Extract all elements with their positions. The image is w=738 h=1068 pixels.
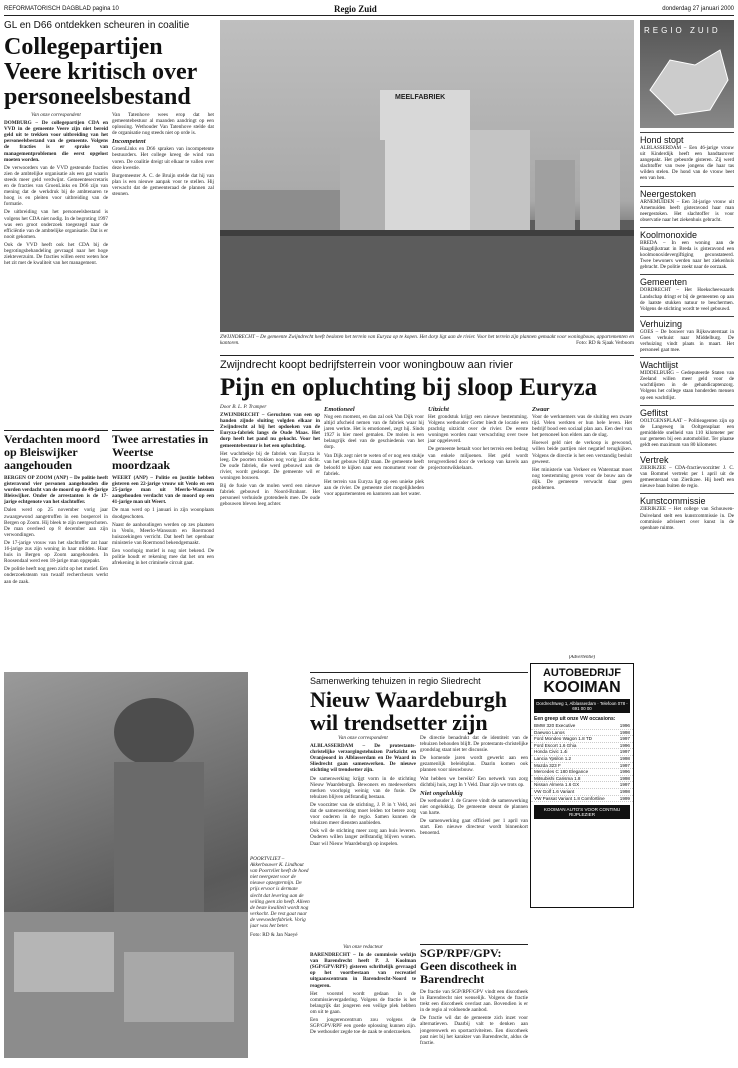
article-paragraph: Het terrein van Euryza ligt op een unieke plek aan de rivier. De gemeente ziet mogelijkheden voor appartementen en kantoren aan het water.: [324, 478, 424, 498]
article-paragraph: De voorzitter van de stichting, J. P. in 't Veld, zei dat de samenwerking moet leiden tot betere zorg voor ouderen in de regio. Samen kunnen de tehuizen meer diensten aanbieden.: [310, 801, 416, 827]
article-paragraph: Een jongerencentrum zou volgens de SGP/GPV/RPF een goede oplossing kunnen zijn. De wethouder zegde toe de zaak te onderzoeken.: [310, 1017, 416, 1036]
article-paragraph: Voor de werknemers was de sluiting een zware tijd. Velen werkten er hun hele leven. Het bedrijf bood een sociaal plan aan. Een deel van het personeel kon elders aan de slag.: [532, 414, 632, 439]
ad-occasion-row: [531, 769, 633, 776]
article-paragraph: Een voorlopig motief is nog niet bekend. De politie houdt er rekening mee dat het om een afrekening in het criminele circuit gaat.: [112, 548, 214, 567]
ad-occasion-row: [531, 730, 633, 737]
sidebar-item-body: ALBLASSERDAM – Een 46-jarige vrouw uit Kinderdijk heeft een handtasrover aangepakt. Het gebeurde gisteren. Zij werd slachtoffer van twee jongens die haar tas wilden stelen. De hond van de vrouw beet een van hen.: [640, 145, 734, 182]
ad-occasion-row: [531, 756, 633, 763]
article-kicker: GL en D66 ontdekken scheuren in coalitie: [4, 20, 190, 31]
sidebar-item-body: GOES – De bouwer van Rijkswaterstaat in Goes verhuist naar Middelburg. De verhuizing vindt plaats in maart. Het personeel gaat mee.: [640, 328, 734, 354]
article-paragraph: Naast de aanhoudingen werden op zes plaatsen in Venlo, Meerlo-Wanssum en Roermond huiszoekingen verricht. Dat heeft het openbaar ministerie van Roermond bekendgemaakt.: [112, 521, 214, 546]
article-kicker: Samenwerking tehuizen in regio Sliedrecht: [310, 676, 481, 686]
article-kicker: Twee arrestaties in Weertse moordzaak: [112, 432, 209, 472]
sidebar-item-body: ZIERIKZEE – CDA-fractievoorzitter J. C. van Bommel vertrekt per 1 april uit de gemeenteraad van Zierikzee. Hij heeft een nieuwe baan buiten de regio.: [640, 465, 734, 490]
ad-occasion-row: [531, 789, 633, 796]
ad-car-year: 1997: [619, 736, 630, 742]
article-paragraph: Het voorstel wordt gedaan in de commissievergadering. Volgens de fractie is het belangrijk dat jongeren een veilige plek hebben om uit te gaan.: [310, 990, 416, 1015]
article-bleiswijk: [4, 430, 108, 600]
regio-map-icon: [640, 20, 734, 128]
article-byline: Van onze redacteur: [343, 944, 383, 950]
ad-occasion-row: [531, 796, 633, 803]
article-paragraph: De directie benadrukt dat de identiteit van de tehuizen behouden blijft. De protestants-christelijke grondslag staat niet ter discussie.: [420, 735, 528, 754]
ad-car-model: Ford Mondeo Wagon 1.8 TD: [534, 736, 592, 742]
article-byline: Door B. L. P. Tramper: [220, 404, 267, 410]
ad-car-year: 1998: [619, 788, 630, 794]
article-headline: Collegepartijen Veere kritisch over personeelsbestand: [4, 34, 197, 110]
farmer-photo: [4, 672, 248, 1058]
sidebar-item-title: Hond stopt: [640, 132, 734, 145]
ad-car-year: 1998: [619, 775, 630, 781]
article-paragraph: Van Tatenhove wees erop dat het gemeentebestuur al maanden aandringt op een oplossing. Wethouder Van Tatenhove stelde dat de organisatie nog steeds niet op orde is.: [112, 112, 214, 137]
article-lead: ALBLASSERDAM – De protestants-christelijke verzorgingstehuizen Parkzicht en Oranjeoord in Alblasserdam en De Waard in Sliedrecht gaan samenwerken. De nieuwe stichting wil trendsetter zijn.: [310, 743, 416, 774]
article-paragraph: De uitbreiding van het personeelsbestand is volgens het CDA niet nodig. In de begroting 1997 was een groot onderzoek toegezegd naar de efficiëntie van de ambtelijke organisatie. Dat is er nooit gekomen.: [4, 209, 108, 240]
article-paragraph: Hoewel geld niet de verkoop is gewoond, willen beide partijen niet negatief terugkijken. Volgens de directie is het een verstandig besluit geweest.: [532, 440, 632, 465]
article-euryza: [220, 355, 634, 670]
section-name: Regio Zuid: [334, 4, 377, 14]
ad-car-year: 1996: [619, 769, 630, 775]
page-date: donderdag 27 januari 2000: [662, 6, 734, 12]
ad-brand-line2: KOOIMAN: [543, 679, 621, 696]
sidebar-item-title: Geflitst: [640, 405, 734, 418]
ad-car-model: Nissan Almera 1.6 GX: [534, 782, 580, 788]
sidebar-item-title: Neergestoken: [640, 186, 734, 199]
article-paragraph: De wethouder J. de Graeve vindt de samenwerking niet ongelukkig. De gemeente steunt de plannen van harte.: [420, 797, 528, 816]
ad-car-model: Lancia Ypsilon 1.2: [534, 755, 572, 761]
article-paragraph: Nog een moment, en dan zal ook Van Dijk voor altijd afscheid nemen van de fabriek waar hij jaren werkte. Het is emotioneel, zegt hij. Sinds 1927 is hier meel gemalen. De molen is een belangrijk deel van de geschiedenis van het dorp.: [324, 414, 424, 451]
ad-car-model: Mazda 323 F: [534, 762, 561, 768]
ad-car-model: Ford Escort 1.6 Ghia: [534, 742, 577, 748]
article-paragraph: Bij de fusie van de molen werd een nieuwe fabriek gebouwd in Noord-Brabant. Het personeel verhuisde grotendeels mee. De oude gebouwen bleven leeg achter.: [220, 483, 320, 508]
ad-footer: KOOIMAN AUTO'S VOOR CONTINU RIJPLEZIER: [534, 805, 630, 819]
ad-occasion-row: [531, 782, 633, 789]
ad-car-year: 1997: [619, 762, 630, 768]
ad-box: [530, 663, 634, 908]
article-paragraph: De samenwerking gaat officieel per 1 april van start. Een nieuwe directeur wordt binnenkort benoemd.: [420, 818, 528, 837]
photo-caption: ZWIJNDRECHT – De gemeente Zwijndrecht heeft besloten het terrein van Euryza op te kopen. Het dorp ligt aan de rivier. Voor het terrein zijn plannen gemaakt voor woningbouw, appartementen en kantoren. Foto: RD & Sjaak Verboom: [220, 334, 634, 347]
sidebar-item-body: MIDDELBURG – Gedeputeerde Staten van Zeeland willen meer geld voor de wachtlijsten in de gehandicaptenzorg. Volgens het college staan honderden mensen op een wachtlijst.: [640, 370, 734, 401]
advertisement: [530, 655, 634, 915]
sidebar-item-body: ZIERIKZEE – Het college van Schouwen-Duiveland stelt een kunstcommissie in. De commissie adviseert over kunst in de openbare ruimte.: [640, 506, 734, 531]
article-barendrecht-intro: [310, 944, 416, 1060]
ad-occasion-row: [531, 763, 633, 770]
ad-address: Dordrechtweg 1, Alblasserdam · Telefoon 078 - 691 00 00: [534, 699, 630, 713]
farmer-illustration: [4, 672, 248, 1058]
ad-car-year: 1998: [619, 755, 630, 761]
sidebar-item-body: BREDA – In een woning aan de Haagdijkstraat in Breda is gisteravond een koolmonoxidevergiftiging geconstateerd. Twee bewoners werden naar het ziekenhuis gebracht. De politie zoekt naar de oorzaak.: [640, 239, 734, 271]
ad-car-model: Mitsubishi Carisma 1.8: [534, 775, 581, 781]
article-subhead: Niet ongelukkig: [420, 789, 463, 797]
article-paragraph: Het wachtbekje bij de fabriek van Euryza is leeg. De poorten trokken nog vorig jaar dicht. De oude fabriek, die werd gebouwd aan de rivier, wordt gesloopt. De gemeente wil er woningen bouwen.: [220, 450, 320, 482]
article-paragraph: De fractie wil dat de gemeente zich inzet voor alternatieven. Daarbij valt te denken aan jongerenwerk en sportactiviteiten. Een discotheek past niet bij het karakter van Barendrecht, aldus de fractie.: [420, 1015, 528, 1046]
article-paragraph: De politie heeft nog geen zicht op het motief. Een onderzoeksteam van twaalf rechercheurs werkt aan de zaak.: [4, 566, 108, 585]
article-paragraph: De verwoorders van de VVD gesteunde fracties zien de ambtelijke organisatie als een gat waarin steeds meer geld verdwijnt. Gemeentesecretaris en de fracties van GroenLinks en D66 zijn van mening dat de werkdruk bij de ambtenaren te hoog is en pleiten voor uitbreiding van de formatie.: [4, 164, 108, 208]
farmer-caption: POORTVLIET – Akkerbouwer K. Lindhout van Poortvliet heeft de hoed niet neergezet voor de nieuwe opzegtermijn. De prijs ervoor is dermate slecht dat levering aan de veiling geen zin heeft. Alleen de beste kwaliteit wordt nog verkocht. De rest gaat naar de veevoederfabriek. Vorig jaar was het beter. Foto: RD & Jan Naeyé: [250, 856, 310, 939]
ad-car-model: VW Golf 1.6 Variant: [534, 788, 575, 794]
article-lead: ZWIJNDRECHT – Geruchten van een op handen zijnde sluiting volgden elkaar in Zwijndrecht al bij het opdoeken van de Euryza-fabriek langs de Oude Maas. Het dorp heeft het pand nu gekocht. Voor het gemeentebestuur is het een opluchting.: [220, 412, 320, 449]
article-paragraph: De komende jaren wordt gewerkt aan een gezamenlijk beleidsplan. Daarin komen ook plannen voor nieuwbouw.: [420, 755, 528, 774]
article-paragraph: De man werd op 1 januari in zijn woonplaats doodgeschoten.: [112, 507, 214, 520]
photo-credit: Foto: RD & Sjaak Verboom: [576, 340, 634, 347]
factory-illustration: [220, 20, 634, 332]
ad-label: (Advertentie): [568, 655, 596, 660]
article-paragraph: Het grondstuk krijgt een nieuwe bestemming. Volgens wethouder Gorter biedt de locatie een prachtig uitzicht over de rivier. De eerste woningen worden naar verwachting over twee jaar opgeleverd.: [428, 414, 528, 445]
ad-car-year: 1999: [619, 795, 630, 801]
article-subhead: Emotioneel: [324, 406, 355, 413]
regio-logo: [640, 20, 734, 128]
article-subhead: Uitzicht: [428, 406, 449, 413]
sidebar-item-title: Vertrek: [640, 452, 734, 465]
ad-occasion-row: [531, 743, 633, 750]
article-headline: SGP/RPF/GPV: Geen discotheek in Barendrecht: [420, 946, 517, 986]
ad-car-model: Mercedes C 180 Elegance: [534, 769, 589, 775]
sidebar-item-title: Verhuizing: [640, 316, 734, 329]
article-kicker: Zwijndrecht koopt bedrijfsterrein voor woningbouw aan rivier: [220, 359, 513, 371]
sidebar-item-body: OOLTGENSPLAAT – Politieagenten zijn op de Langeweg in Ooltgensplaat een gemiddelde snelheid van 110 kilometer per uur gemeten bij een automobilist. Ter plaatse geldt een maximum van 80 kilometer.: [640, 417, 734, 448]
article-paragraph: Het ministerie van Verkeer en Waterstaat moet nog toestemming geven voor de bouw aan de dijk. De gemeente verwacht daar geen problemen.: [532, 466, 632, 492]
article-paragraph: Burgemeester A. C. de Bruijn stelde dat hij van plan is een nieuwe aanpak voor te stellen. Hij verwacht dat de gemeenteraad de plannen zal steunen.: [112, 172, 214, 198]
article-subhead: Zwaar: [532, 406, 550, 413]
sidebar-item-body: DORDRECHT – Het Hoekscheewaards Landschap dringt er bij de gemeenten op aan de laatste stukken natuur te beschermen. Volgens de stichting wordt te veel gebouwd.: [640, 287, 734, 312]
ad-occasion-row: [531, 776, 633, 783]
ad-car-model: VW Passat Variant 1.8 Comfortline: [534, 795, 605, 801]
ad-car-model: BMW 320 Executive: [534, 723, 576, 728]
regio-logo-text: REGIO ZUID: [644, 26, 721, 35]
ad-car-model: Daewoo Lanos: [534, 729, 565, 735]
article-paragraph: Van Dijk zegt niet te weten of er nog een stukje van het gebouw blijft staan. De gemeente heeft beloofd te kijken naar een monument voor de fabriek.: [324, 452, 424, 477]
page-header: [4, 4, 734, 16]
article-paragraph: De samenwerking krijgt vorm in de stichting Nieuw Waardeburgh. Bewoners en medewerkers merken voorlopig weinig van de fusie. De tehuizen blijven zelfstandig bestaan.: [310, 775, 416, 800]
article-paragraph: Wat hebben we bereikt? Een netwerk van zorg dichtbij huis, zegt In 't Veld. Daar zijn we trots op.: [420, 775, 528, 788]
ad-car-model: Honda Civic 1.4i: [534, 749, 568, 755]
ad-occasion-row: [531, 736, 633, 743]
article-byline: Van onze correspondent: [31, 112, 81, 118]
sidebar-item-title: Koolmonoxide: [640, 227, 734, 240]
sidebar-regio-zuid: [640, 20, 734, 1058]
article-paragraph: De gemeente betaalt voor het terrein een bedrag van enkele miljoenen. Het geld wordt terugverdiend door de verkoop van kavels aan projectontwikkelaars.: [428, 446, 528, 471]
sidebar-item-body: ARNEMUIDEN – Een 34-jarige vrouw uit Arnemuiden heeft gisteravond haar man neergestoken. Het slachtoffer is voor observatie naar het ziekenhuis gebracht.: [640, 198, 734, 223]
article-lead: BERGEN OP ZOOM (ANP) – De politie heeft gisteravond vier personen aangehouden die worden verdacht van de moord op de 49-jarige Bleiswijker. Onder de arrestanten is de 17-jarige echtgenote van het slachtoffer.: [4, 475, 108, 506]
sidebar-news-list: [640, 132, 734, 531]
article-subhead: Incompetent: [112, 138, 146, 146]
photo-credit: Foto: RD & Jan Naeyé: [250, 932, 298, 939]
article-paragraph: Ook wil de stichting meer zorg aan huis leveren. Ouderen willen langer zelfstandig blijven wonen. Daar wil Nieuw Waardeburgh op inspelen.: [310, 828, 416, 847]
ad-car-year: 1997: [619, 749, 630, 755]
ad-occasion-row: [531, 749, 633, 756]
ad-occasion-row: [531, 723, 633, 730]
article-paragraph: Dalen werd op 25 november vorig jaar zwaargewond aangetroffen in een bospercel in Bergen op Zoom. Hij bleek te zijn neergeschoten. De man overleed op 8 december aan zijn verwondingen.: [4, 507, 108, 538]
article-paragraph: GroenLinks en D66 spraken van incompetente bestuurders. Het college kreeg de wind van voren. De coalitie dreigt uit elkaar te vallen over deze kwestie.: [112, 146, 214, 171]
ad-tagline: Een greep uit onze VW occasions:: [534, 716, 616, 722]
article-paragraph: De fractie van SGP/RPF/GPV vindt een discotheek in Barendrecht niet wenselijk. Volgens de fractie trekt een discotheek overlast aan. Bovendien is er in de regio al voldoende aanbod.: [420, 989, 528, 1014]
sidebar-item-title: Wachtlijst: [640, 357, 734, 370]
ad-car-year: 1997: [619, 782, 630, 788]
paper-name: REFORMATORISCH DAGBLAD pagina 10: [4, 6, 119, 12]
article-discotheek: [420, 944, 528, 1060]
article-lead: DOMBURG – De collegepartijen CDA en VVD in de gemeente Veere zijn niet bereid geld uit te trekken voor uitbreiding van het personeelsbestand van de gemeente. Volgens de fracties is er sprake van managementproblemen die eerst opgelost moeten worden.: [4, 120, 108, 163]
article-lead: WEERT (ANP) – Politie en justitie hebben gisteren een 22-jarige vrouw uit Venlo en een 25-jarige man uit Meerlo-Wanssum aangehouden verdacht van de moord op een 41-jarige man uit Weert.: [112, 475, 214, 506]
ad-occasion-list: [531, 723, 633, 802]
ad-car-year: 1996: [619, 742, 630, 748]
euryza-photo: [220, 20, 634, 332]
article-lead: BARENDRECHT – In de commissie welzijn van Barendrecht heeft P. J. Koolman (SGP/GPV/RPF) gisteren schriftelijk gevraagd op het voortbestaan van recreatief uitgaanscentrum in Barendrecht-Noord te reageren.: [310, 952, 416, 989]
factory-sign: MEELFABRIEK: [395, 94, 446, 101]
ad-brand-line1: AUTOBEDRIJF: [542, 667, 622, 679]
article-headline: Nieuw Waardeburgh wil trendsetter zijn: [310, 687, 508, 735]
article-paragraph: Ook de VVD heeft ook het CDA bij de begrotingsbehandeling gevraagd naar het hoge ziekteverzuim. De fracties willen eerst weten hoe het zit met de kwaliteit van het management.: [4, 241, 108, 267]
article-veere: [4, 20, 214, 428]
article-headline: Pijn en opluchting bij sloop Euryza: [220, 374, 598, 401]
sidebar-item-title: Kunstcommissie: [640, 493, 734, 506]
article-paragraph: De 17-jarige vrouw van het slachtoffer zat haar 16-jarige zus zijn woning in haar midden. Haar huis in Bergen op Zoom aangehouden. In Roosendaal werd een 18-jarige man opgepakt.: [4, 539, 108, 565]
ad-car-year: 1996: [619, 723, 630, 728]
article-weert: [112, 430, 214, 600]
article-kicker: Verdachten moord op Bleiswijker aangehouden: [4, 432, 100, 472]
sidebar-item-title: Gemeenten: [640, 274, 734, 287]
article-waardeburgh: [310, 672, 528, 942]
article-byline: Van onze correspondent: [338, 735, 388, 741]
ad-car-year: 1998: [619, 729, 630, 735]
